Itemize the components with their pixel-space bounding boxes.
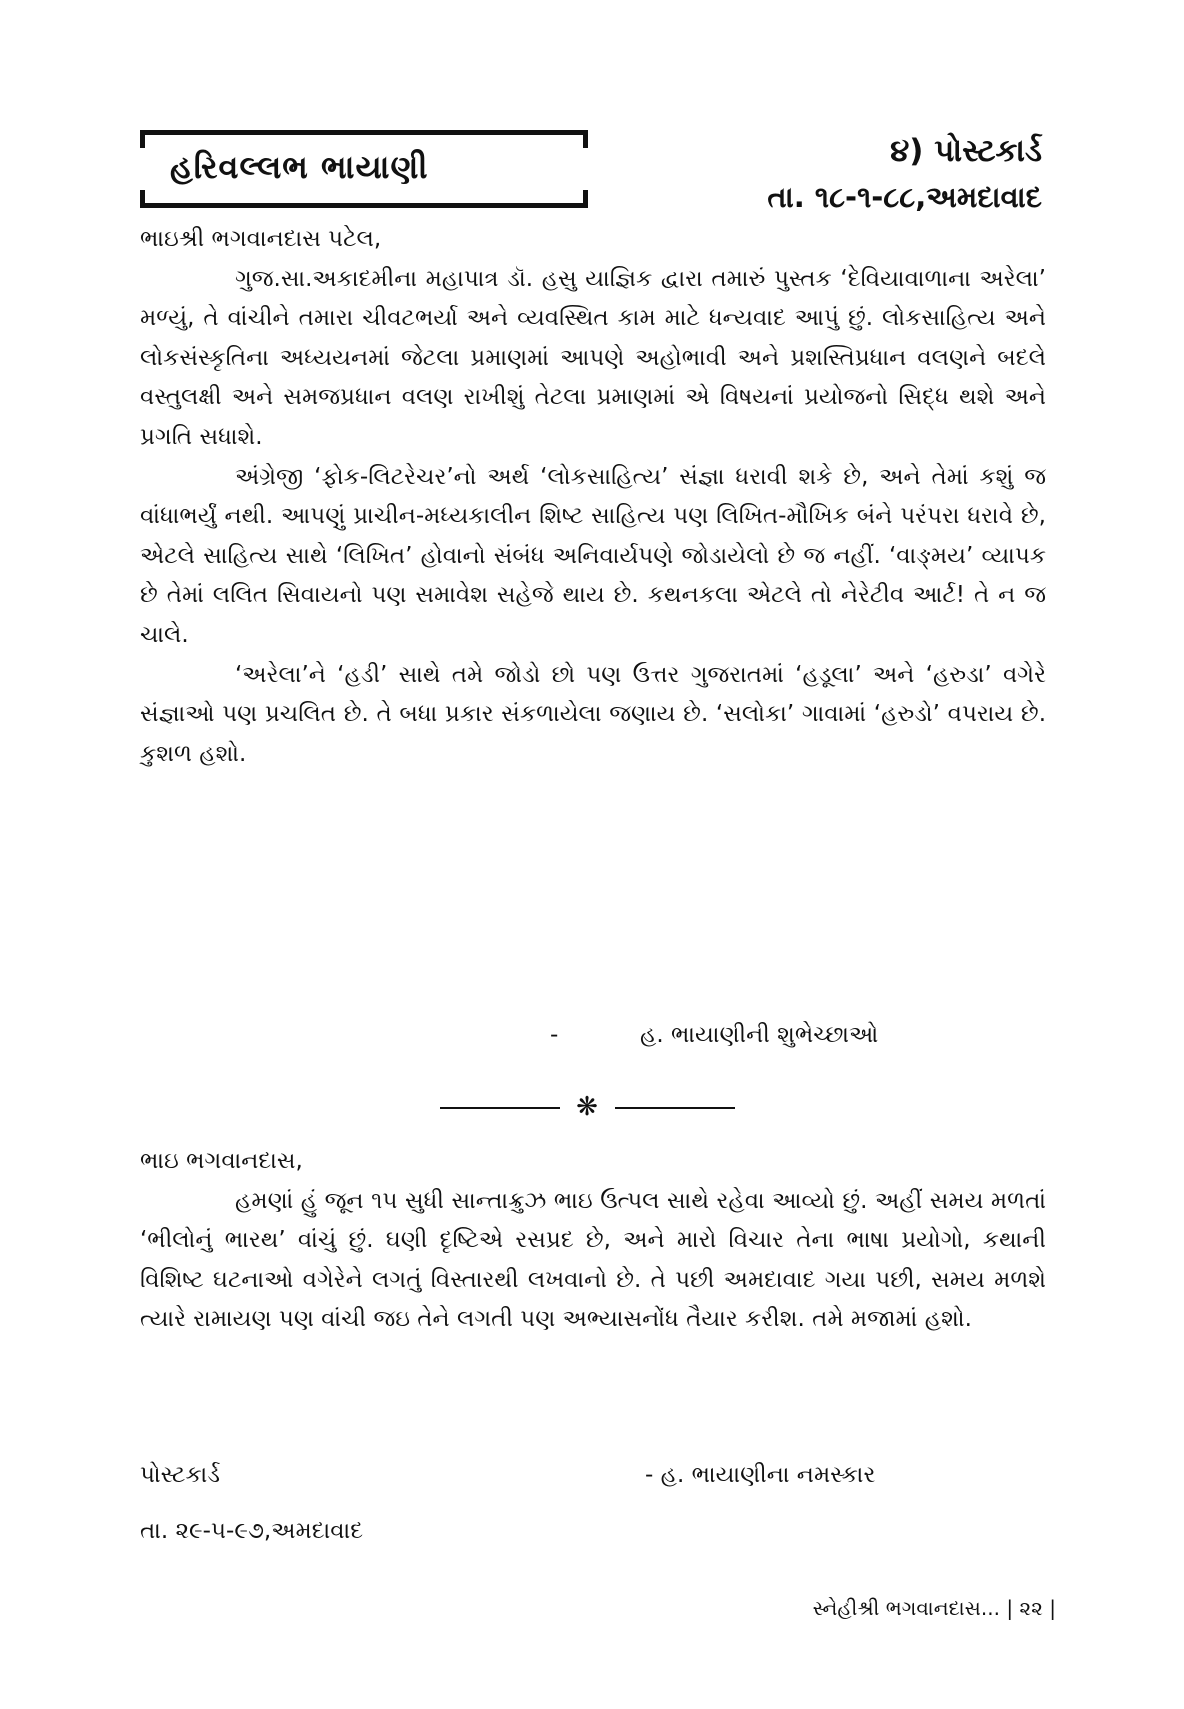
letter-date-place: તા. ૧૮-૧-૮૮,અમદાવાદ (767, 180, 1042, 214)
letter-one-body (140, 220, 1046, 774)
ornament-icon: ❋ (576, 1092, 598, 1122)
section-divider (440, 1092, 735, 1122)
letter-two-type: પોસ્ટકાર્ડ (140, 1462, 220, 1488)
page-number: | ૨૨ | (1006, 1596, 1056, 1620)
letter-one-paragraph: ગુજ.સા.અકાદમીના મહાપાત્ર ડૉ. હસુ યાજ્ઞિક દ્વારા તમારું પુસ્તક ‘દેવિયાવાળાના અરેલા’ મળ્યું, તે વાંચીને તમારા ચીવટભર્યા અને વ્યવસ્થિત કામ માટે ધન્યવાદ આપું છું. લોકસાહિત્ય અને લોકસંસ્કૃતિના અધ્યયનમાં જેટલા પ્રમાણમાં આપણે અહોભાવી અને પ્રશસ્તિપ્રધાન વલણને બદલે વસ્તુલક્ષી અને સમજપ્રધાન વલણ રાખીશું તેટલા પ્રમાણમાં એ વિષયનાં પ્રયોજનો સિદ્ધ થશે અને પ્રગતિ સધાશે. (140, 265, 1046, 450)
author-name-box (140, 130, 588, 208)
box-corner (140, 130, 145, 148)
letter-two-paragraph: હમણાં હું જૂન ૧૫ સુધી સાન્તાક્રુઝ ભાઇ ઉત્પલ સાથે રહેવા આવ્યો છું. અહીં સમય મળતાં ‘ભીલોનું ભારથ’ વાંચું છું. ઘણી દૃષ્ટિએ રસપ્રદ છે, અને મારો વિચાર તેના ભાષા પ્રયોગો, કથાની વિશિષ્ટ ઘટનાઓ વગેરેને લગતું વિસ્તારથી લખવાનો છે. તે પછી અમદાવાદ ગયા પછી, સમય મળશે ત્યારે રામાયણ પણ વાંચી જઇ તેને લગતી પણ અભ્યાસનોંધ તૈયાર કરીશ. તમે મજામાં હશો. (140, 1187, 1046, 1333)
author-name: હરિવલ્લભ ભાયાણી (170, 148, 429, 186)
letter-heading (767, 128, 1042, 220)
divider-line (615, 1107, 735, 1109)
letter-two-date-place: તા. ૨૯-૫-૯૭,અમદાવાદ (140, 1518, 364, 1544)
letter-two-signoff: - હ. ભાયાણીના નમસ્કાર (645, 1462, 876, 1488)
letter-one-signoff-dash: - (550, 1022, 559, 1048)
box-bottom-rule (140, 203, 588, 208)
page-footer (813, 1596, 1056, 1620)
letter-one-salutation: ભાઇશ્રી ભગવાનદાસ પટેલ, (140, 226, 382, 252)
letter-one-paragraph: અંગ્રેજી ‘ફોક-લિટરેચર’નો અર્થ ‘લોકસાહિત્ય’ સંજ્ઞા ધરાવી શકે છે, અને તેમાં કશું જ વાંધાભર્યું નથી. આપણું પ્રાચીન-મધ્યકાલીન શિષ્ટ સાહિત્ય પણ લિખિત-મૌખિક બંને પરંપરા ધરાવે છે, એટલે સાહિત્ય સાથે ‘લિખિત’ હોવાનો સંબંધ અનિવાર્યપણે જોડાયેલો છે જ નહીં. ‘વાઙ્મય’ વ્યાપક છે તેમાં લલિત સિવાયનો પણ સમાવેશ સહેજે થાય છે. કથનકલા એટલે તો નેરેટીવ આર્ટ! તે ન જ ચાલે. (140, 463, 1046, 648)
letter-one-paragraph: ‘અરેલા’ને ‘હડી’ સાથે તમે જોડો છો પણ ઉત્તર ગુજરાતમાં ‘હડૂલા’ અને ‘હરુડા’ વગેરે સંજ્ઞાઓ પણ પ્રચલિત છે. તે બધા પ્રકાર સંકળાયેલા જણાય છે. ‘સલોકા’ ગાવામાં ‘હરુડો’ વપરાય છે. કુશળ હશો. (140, 661, 1046, 767)
letter-one-signoff: હ. ભાયાણીની શુભેચ્છાઓ (640, 1022, 879, 1048)
box-corner (583, 130, 588, 148)
divider-line (440, 1107, 560, 1109)
box-top-rule (140, 130, 588, 135)
running-title: સ્નેહીશ્રી ભગવાનદાસ... (812, 1596, 1000, 1620)
letter-title: ૪) પોસ્ટકાર્ડ (890, 133, 1042, 169)
letter-two-salutation: ભાઇ ભગવાનદાસ, (140, 1148, 303, 1174)
letter-two-body (140, 1142, 1046, 1340)
